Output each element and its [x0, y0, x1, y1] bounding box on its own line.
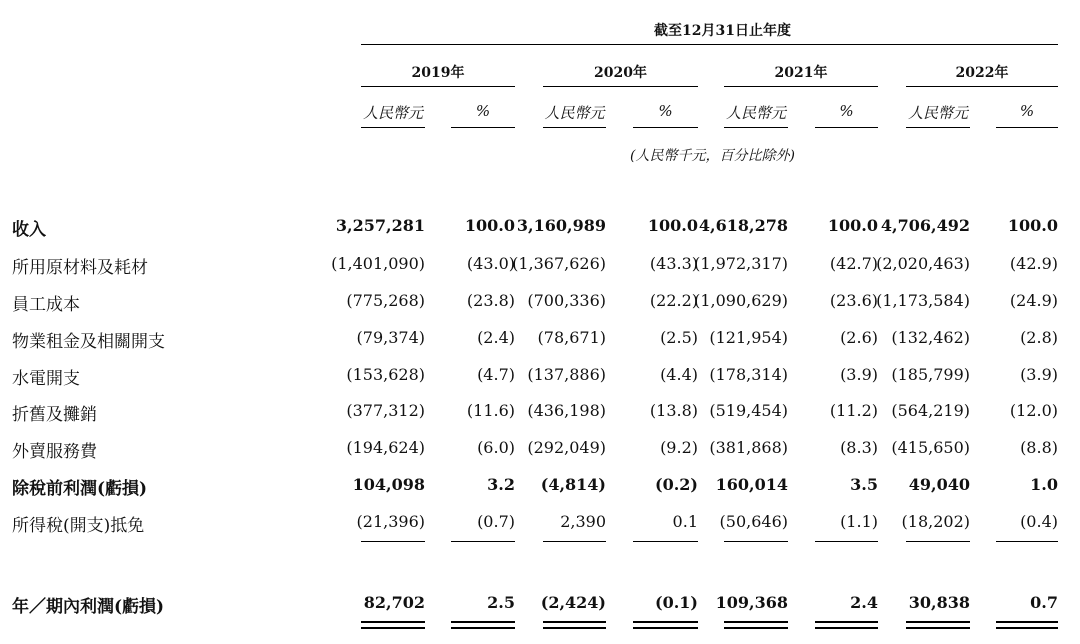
unit-pct-label: %: [475, 102, 491, 120]
cell-amount: (564,219): [891, 401, 970, 420]
cell-amount: (137,886): [527, 365, 606, 384]
cell-amount: (1,090,629): [694, 291, 788, 310]
subtotal-rule: [361, 541, 425, 542]
cell-percent: (0.4): [1020, 512, 1058, 531]
cell-percent: 100.0: [647, 216, 698, 235]
cell-amount: (2,424): [540, 593, 606, 612]
cell-amount: (153,628): [346, 365, 425, 384]
row-label: 年／期內利潤(虧損): [12, 597, 165, 617]
cell-percent: 3.5: [850, 475, 878, 494]
cell-amount: (21,396): [356, 512, 425, 531]
cell-amount: (1,401,090): [331, 254, 425, 273]
cell-percent: (0.1): [655, 593, 698, 612]
unit-pct-rule: [815, 127, 878, 128]
cell-percent: (9.2): [660, 438, 698, 457]
cell-amount: (377,312): [346, 401, 425, 420]
cell-percent: (8.8): [1020, 438, 1058, 457]
row-label: 物業租金及相關開支: [12, 332, 165, 352]
cell-amount: (4,814): [540, 475, 606, 494]
cell-amount: (2,020,463): [876, 254, 970, 273]
subtotal-rule: [906, 541, 970, 542]
cell-percent: 0.1: [672, 512, 698, 531]
unit-rmb-label: 人民幣元: [725, 104, 786, 122]
cell-amount: 30,838: [908, 593, 970, 612]
year-rule: [906, 86, 1058, 87]
unit-pct-label: %: [839, 102, 854, 120]
cell-amount: 3,257,281: [335, 216, 425, 235]
cell-percent: (8.3): [840, 438, 878, 457]
cell-amount: 109,368: [715, 593, 788, 612]
cell-amount: (185,799): [891, 365, 970, 384]
row-label: 所用原材料及耗材: [12, 258, 148, 278]
unit-note: (人民幣千元，百分比除外): [630, 148, 795, 164]
subtotal-rule: [815, 541, 878, 542]
year-header: 2022年: [955, 65, 1009, 81]
cell-amount: (292,049): [527, 438, 606, 457]
unit-pct-label: %: [1019, 102, 1035, 120]
cell-percent: 1.0: [1030, 475, 1058, 494]
cell-amount: (132,462): [891, 328, 970, 347]
row-label: 所得稅(開支)抵免: [12, 516, 145, 536]
total-double-rule: [815, 621, 878, 629]
cell-amount: (78,671): [537, 328, 606, 347]
cell-amount: 3,160,989: [516, 216, 606, 235]
cell-amount: (436,198): [527, 401, 606, 420]
year-header: 2021年: [774, 65, 828, 81]
cell-amount: 4,618,278: [698, 216, 788, 235]
year-rule: [724, 86, 878, 87]
cell-percent: (22.2): [649, 291, 698, 310]
cell-amount: (381,868): [709, 438, 788, 457]
cell-amount: (415,650): [891, 438, 970, 457]
total-double-rule: [451, 621, 515, 629]
cell-amount: (178,314): [709, 365, 788, 384]
unit-pct-rule: [451, 127, 515, 128]
total-double-rule: [724, 621, 788, 629]
cell-percent: (3.9): [1020, 365, 1058, 384]
period-header: 截至12月31日止年度: [654, 23, 791, 39]
unit-rmb-rule: [361, 127, 425, 128]
cell-percent: (11.6): [466, 401, 515, 420]
cell-amount: (121,954): [709, 328, 788, 347]
cell-amount: (79,374): [356, 328, 425, 347]
cell-percent: 2.5: [487, 593, 515, 612]
subtotal-rule: [633, 541, 698, 542]
unit-pct-rule: [633, 127, 698, 128]
row-label: 員工成本: [12, 295, 80, 315]
row-label: 除稅前利潤(虧損): [12, 479, 148, 499]
year-header: 2019年: [411, 65, 465, 81]
unit-rmb-label: 人民幣元: [362, 104, 423, 122]
unit-rmb-label: 人民幣元: [544, 104, 605, 122]
cell-amount: (1,173,584): [876, 291, 970, 310]
unit-rmb-rule: [906, 127, 970, 128]
cell-percent: 100.0: [1007, 216, 1058, 235]
subtotal-rule: [724, 541, 788, 542]
total-double-rule: [543, 621, 606, 629]
subtotal-rule: [543, 541, 606, 542]
cell-amount: (775,268): [346, 291, 425, 310]
unit-pct-rule: [996, 127, 1058, 128]
subtotal-rule: [451, 541, 515, 542]
row-label: 折舊及攤銷: [12, 405, 97, 425]
cell-amount: (700,336): [527, 291, 606, 310]
unit-rmb-rule: [543, 127, 606, 128]
cell-amount: 2,390: [560, 512, 606, 531]
cell-percent: 100.0: [464, 216, 515, 235]
cell-percent: (23.6): [829, 291, 878, 310]
cell-percent: 100.0: [827, 216, 878, 235]
row-label: 外賣服務費: [12, 442, 97, 462]
year-header: 2020年: [594, 65, 647, 81]
cell-amount: 4,706,492: [880, 216, 970, 235]
row-label: 收入: [12, 220, 46, 240]
cell-amount: (519,454): [709, 401, 788, 420]
total-double-rule: [633, 621, 698, 629]
cell-percent: (2.6): [840, 328, 878, 347]
cell-percent: (11.2): [829, 401, 878, 420]
unit-rmb-rule: [724, 127, 788, 128]
cell-amount: (18,202): [901, 512, 970, 531]
cell-amount: 82,702: [363, 593, 425, 612]
cell-percent: (6.0): [477, 438, 515, 457]
cell-amount: 160,014: [715, 475, 788, 494]
cell-amount: (50,646): [719, 512, 788, 531]
cell-percent: (13.8): [649, 401, 698, 420]
period-rule: [361, 44, 1058, 45]
cell-percent: (43.0): [466, 254, 515, 273]
cell-percent: (42.9): [1009, 254, 1058, 273]
row-label: 水電開支: [12, 369, 80, 389]
cell-percent: (23.8): [466, 291, 515, 310]
cell-amount: 49,040: [908, 475, 970, 494]
total-double-rule: [906, 621, 970, 629]
cell-percent: (2.5): [660, 328, 698, 347]
unit-pct-label: %: [658, 102, 673, 120]
cell-percent: 2.4: [850, 593, 878, 612]
cell-amount: (1,972,317): [694, 254, 788, 273]
cell-percent: (1.1): [840, 512, 878, 531]
cell-percent: 0.7: [1030, 593, 1058, 612]
total-double-rule: [996, 621, 1058, 629]
cell-percent: (24.9): [1009, 291, 1058, 310]
cell-percent: (2.8): [1020, 328, 1058, 347]
unit-rmb-label: 人民幣元: [907, 104, 968, 122]
cell-percent: (42.7): [829, 254, 878, 273]
total-double-rule: [361, 621, 425, 629]
cell-percent: (43.3): [649, 254, 698, 273]
cell-amount: 104,098: [352, 475, 425, 494]
cell-percent: (12.0): [1009, 401, 1058, 420]
cell-amount: (1,367,626): [512, 254, 606, 273]
cell-percent: (4.4): [660, 365, 698, 384]
subtotal-rule: [996, 541, 1058, 542]
cell-percent: (3.9): [840, 365, 878, 384]
year-rule: [543, 86, 698, 87]
cell-amount: (194,624): [346, 438, 425, 457]
year-rule: [361, 86, 515, 87]
cell-percent: (2.4): [477, 328, 515, 347]
cell-percent: (0.7): [477, 512, 515, 531]
cell-percent: 3.2: [487, 475, 515, 494]
cell-percent: (4.7): [477, 365, 515, 384]
cell-percent: (0.2): [655, 475, 698, 494]
